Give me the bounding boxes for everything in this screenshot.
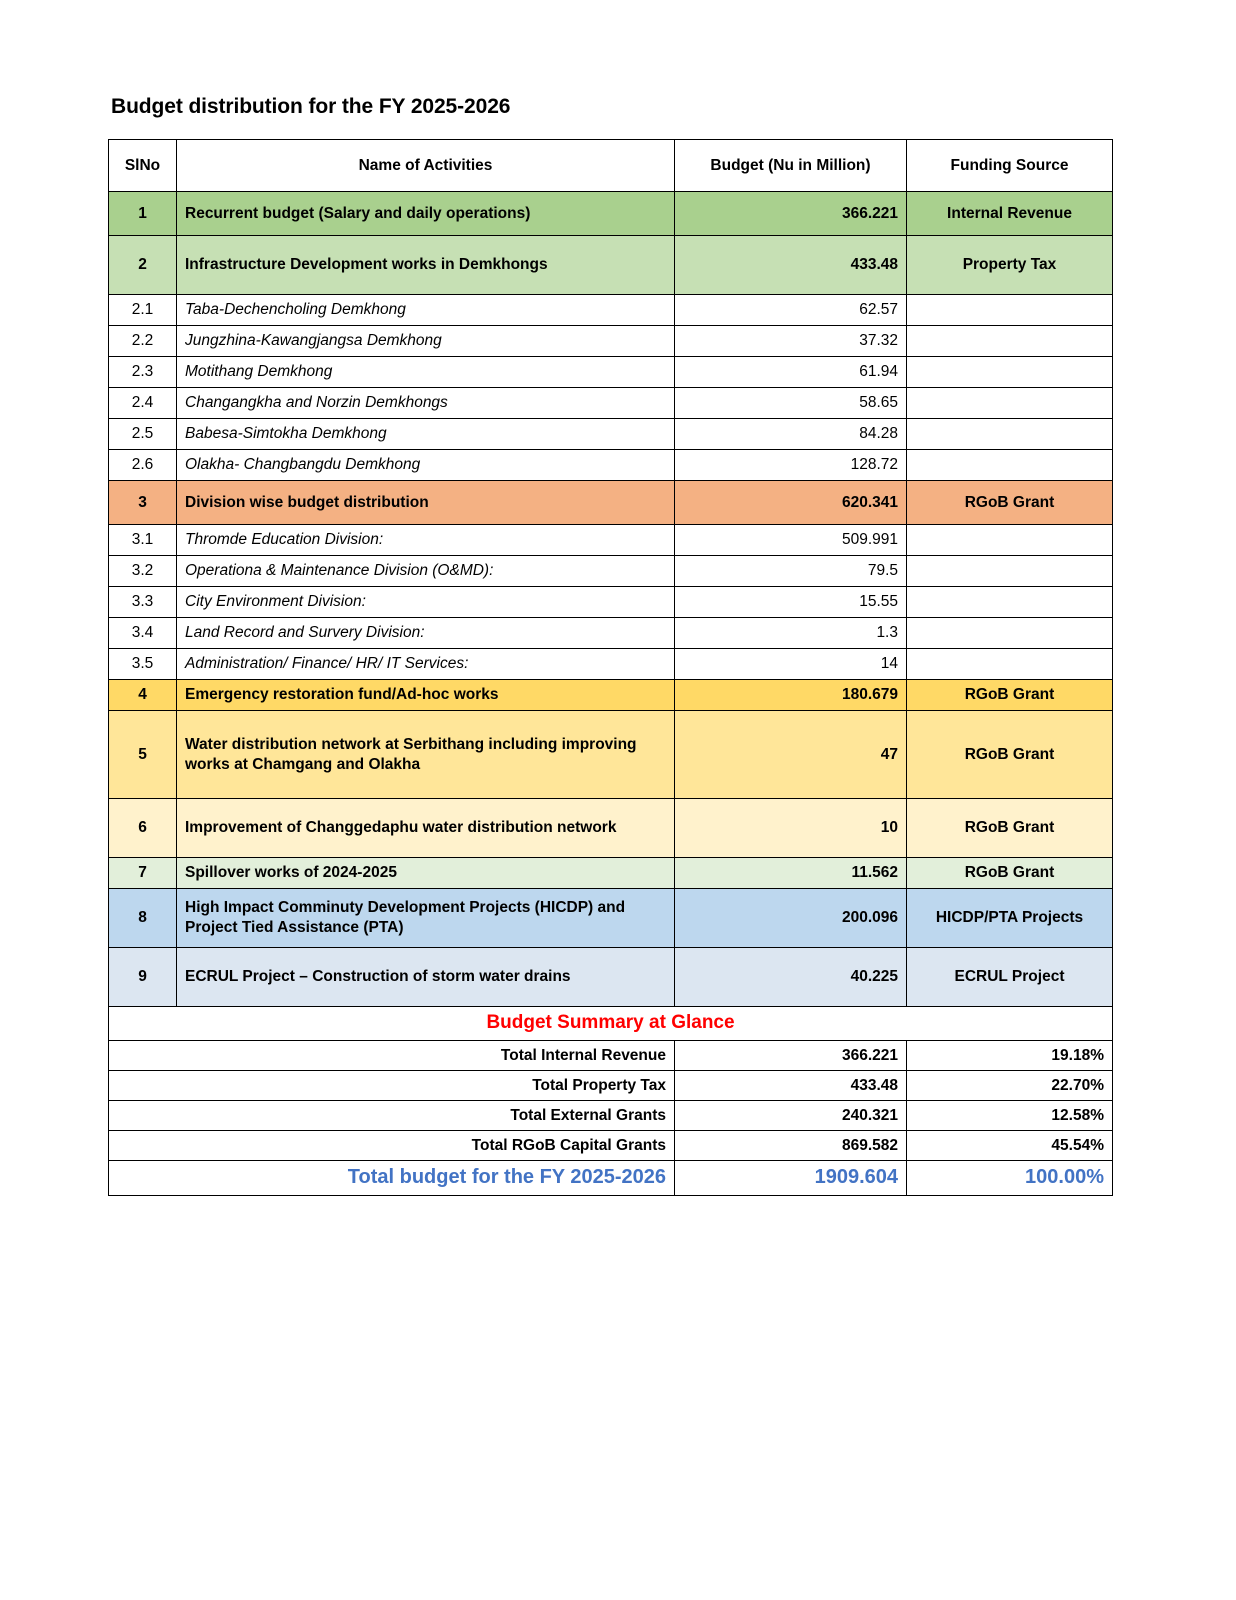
summary-amount: 433.48 bbox=[675, 1071, 907, 1101]
cell-source bbox=[907, 450, 1113, 481]
cell-activity: Taba-Dechencholing Demkhong bbox=[177, 295, 675, 326]
table-row bbox=[109, 192, 1113, 236]
column-header-source: Funding Source bbox=[907, 140, 1113, 192]
column-header-slno: SlNo bbox=[109, 140, 177, 192]
cell-activity: Spillover works of 2024-2025 bbox=[177, 858, 675, 889]
cell-activity: Water distribution network at Serbithang including improving works at Chamgang and Olakha bbox=[177, 711, 675, 799]
grand-total-percent: 100.00% bbox=[907, 1161, 1113, 1196]
table-row bbox=[109, 649, 1113, 680]
cell-source: RGoB Grant bbox=[907, 711, 1113, 799]
table-row bbox=[109, 236, 1113, 295]
summary-row bbox=[109, 1041, 1113, 1071]
table-row bbox=[109, 889, 1113, 948]
cell-source bbox=[907, 388, 1113, 419]
cell-slno: 4 bbox=[109, 680, 177, 711]
cell-budget: 620.341 bbox=[675, 481, 907, 525]
cell-slno: 2 bbox=[109, 236, 177, 295]
cell-budget: 128.72 bbox=[675, 450, 907, 481]
cell-slno: 3.4 bbox=[109, 618, 177, 649]
cell-source: RGoB Grant bbox=[907, 799, 1113, 858]
summary-title: Budget Summary at Glance bbox=[109, 1007, 1113, 1041]
cell-source bbox=[907, 649, 1113, 680]
cell-activity: Administration/ Finance/ HR/ IT Services: bbox=[177, 649, 675, 680]
cell-budget: 366.221 bbox=[675, 192, 907, 236]
cell-slno: 3.1 bbox=[109, 525, 177, 556]
cell-source: ECRUL Project bbox=[907, 948, 1113, 1007]
cell-source bbox=[907, 556, 1113, 587]
cell-source: Internal Revenue bbox=[907, 192, 1113, 236]
cell-activity: Thromde Education Division: bbox=[177, 525, 675, 556]
summary-row bbox=[109, 1101, 1113, 1131]
grand-total-row bbox=[109, 1161, 1113, 1196]
summary-label: Total RGoB Capital Grants bbox=[109, 1131, 675, 1161]
cell-activity: Recurrent budget (Salary and daily operations) bbox=[177, 192, 675, 236]
cell-budget: 433.48 bbox=[675, 236, 907, 295]
cell-budget: 10 bbox=[675, 799, 907, 858]
cell-budget: 180.679 bbox=[675, 680, 907, 711]
table-row bbox=[109, 711, 1113, 799]
summary-amount: 869.582 bbox=[675, 1131, 907, 1161]
cell-slno: 2.2 bbox=[109, 326, 177, 357]
cell-activity: Emergency restoration fund/Ad-hoc works bbox=[177, 680, 675, 711]
budget-table bbox=[108, 139, 1113, 1196]
table-row bbox=[109, 948, 1113, 1007]
cell-slno: 8 bbox=[109, 889, 177, 948]
cell-activity: Motithang Demkhong bbox=[177, 357, 675, 388]
summary-percent: 12.58% bbox=[907, 1101, 1113, 1131]
cell-source: RGoB Grant bbox=[907, 481, 1113, 525]
summary-row bbox=[109, 1131, 1113, 1161]
cell-source: RGoB Grant bbox=[907, 680, 1113, 711]
summary-amount: 366.221 bbox=[675, 1041, 907, 1071]
cell-activity: Infrastructure Development works in Demkhongs bbox=[177, 236, 675, 295]
cell-slno: 9 bbox=[109, 948, 177, 1007]
cell-budget: 11.562 bbox=[675, 858, 907, 889]
cell-source bbox=[907, 295, 1113, 326]
cell-slno: 2.4 bbox=[109, 388, 177, 419]
table-row bbox=[109, 858, 1113, 889]
table-row bbox=[109, 357, 1113, 388]
grand-total-label: Total budget for the FY 2025-2026 bbox=[109, 1161, 675, 1196]
summary-title-row bbox=[109, 1007, 1113, 1041]
cell-activity: Babesa-Simtokha Demkhong bbox=[177, 419, 675, 450]
cell-slno: 3.2 bbox=[109, 556, 177, 587]
table-row bbox=[109, 587, 1113, 618]
cell-budget: 200.096 bbox=[675, 889, 907, 948]
grand-total-amount: 1909.604 bbox=[675, 1161, 907, 1196]
summary-percent: 22.70% bbox=[907, 1071, 1113, 1101]
cell-activity: Olakha- Changbangdu Demkhong bbox=[177, 450, 675, 481]
cell-slno: 2.6 bbox=[109, 450, 177, 481]
summary-row bbox=[109, 1071, 1113, 1101]
cell-activity: ECRUL Project – Construction of storm water drains bbox=[177, 948, 675, 1007]
cell-budget: 47 bbox=[675, 711, 907, 799]
cell-source bbox=[907, 618, 1113, 649]
cell-slno: 2.5 bbox=[109, 419, 177, 450]
table-row bbox=[109, 680, 1113, 711]
cell-budget: 84.28 bbox=[675, 419, 907, 450]
column-header-name: Name of Activities bbox=[177, 140, 675, 192]
table-row bbox=[109, 799, 1113, 858]
cell-budget: 15.55 bbox=[675, 587, 907, 618]
cell-budget: 40.225 bbox=[675, 948, 907, 1007]
cell-source bbox=[907, 326, 1113, 357]
table-row bbox=[109, 326, 1113, 357]
summary-label: Total Internal Revenue bbox=[109, 1041, 675, 1071]
cell-budget: 509.991 bbox=[675, 525, 907, 556]
cell-activity: City Environment Division: bbox=[177, 587, 675, 618]
cell-activity: High Impact Comminuty Development Projects (HICDP) and Project Tied Assistance (PTA) bbox=[177, 889, 675, 948]
cell-slno: 5 bbox=[109, 711, 177, 799]
cell-budget: 14 bbox=[675, 649, 907, 680]
cell-source: Property Tax bbox=[907, 236, 1113, 295]
table-row bbox=[109, 525, 1113, 556]
cell-slno: 2.3 bbox=[109, 357, 177, 388]
cell-activity: Operationa & Maintenance Division (O&MD): bbox=[177, 556, 675, 587]
cell-slno: 2.1 bbox=[109, 295, 177, 326]
cell-budget: 61.94 bbox=[675, 357, 907, 388]
page-title: Budget distribution for the FY 2025-2026 bbox=[111, 95, 511, 118]
cell-activity: Changangkha and Norzin Demkhongs bbox=[177, 388, 675, 419]
cell-slno: 6 bbox=[109, 799, 177, 858]
cell-budget: 62.57 bbox=[675, 295, 907, 326]
table-row bbox=[109, 388, 1113, 419]
cell-budget: 1.3 bbox=[675, 618, 907, 649]
summary-label: Total External Grants bbox=[109, 1101, 675, 1131]
cell-slno: 3.5 bbox=[109, 649, 177, 680]
cell-source bbox=[907, 419, 1113, 450]
cell-slno: 3 bbox=[109, 481, 177, 525]
table-row bbox=[109, 618, 1113, 649]
column-header-budget: Budget (Nu in Million) bbox=[675, 140, 907, 192]
cell-budget: 79.5 bbox=[675, 556, 907, 587]
cell-activity: Land Record and Survery Division: bbox=[177, 618, 675, 649]
table-row bbox=[109, 481, 1113, 525]
table-row bbox=[109, 419, 1113, 450]
cell-budget: 58.65 bbox=[675, 388, 907, 419]
cell-source: HICDP/PTA Projects bbox=[907, 889, 1113, 948]
cell-source bbox=[907, 525, 1113, 556]
table-row bbox=[109, 450, 1113, 481]
summary-percent: 45.54% bbox=[907, 1131, 1113, 1161]
cell-activity: Improvement of Changgedaphu water distribution network bbox=[177, 799, 675, 858]
cell-activity: Jungzhina-Kawangjangsa Demkhong bbox=[177, 326, 675, 357]
table-row bbox=[109, 556, 1113, 587]
cell-slno: 1 bbox=[109, 192, 177, 236]
cell-source: RGoB Grant bbox=[907, 858, 1113, 889]
cell-slno: 3.3 bbox=[109, 587, 177, 618]
summary-percent: 19.18% bbox=[907, 1041, 1113, 1071]
cell-source bbox=[907, 587, 1113, 618]
cell-budget: 37.32 bbox=[675, 326, 907, 357]
table-row bbox=[109, 295, 1113, 326]
cell-activity: Division wise budget distribution bbox=[177, 481, 675, 525]
cell-source bbox=[907, 357, 1113, 388]
cell-slno: 7 bbox=[109, 858, 177, 889]
summary-label: Total Property Tax bbox=[109, 1071, 675, 1101]
summary-amount: 240.321 bbox=[675, 1101, 907, 1131]
table-header-row bbox=[109, 140, 1113, 192]
